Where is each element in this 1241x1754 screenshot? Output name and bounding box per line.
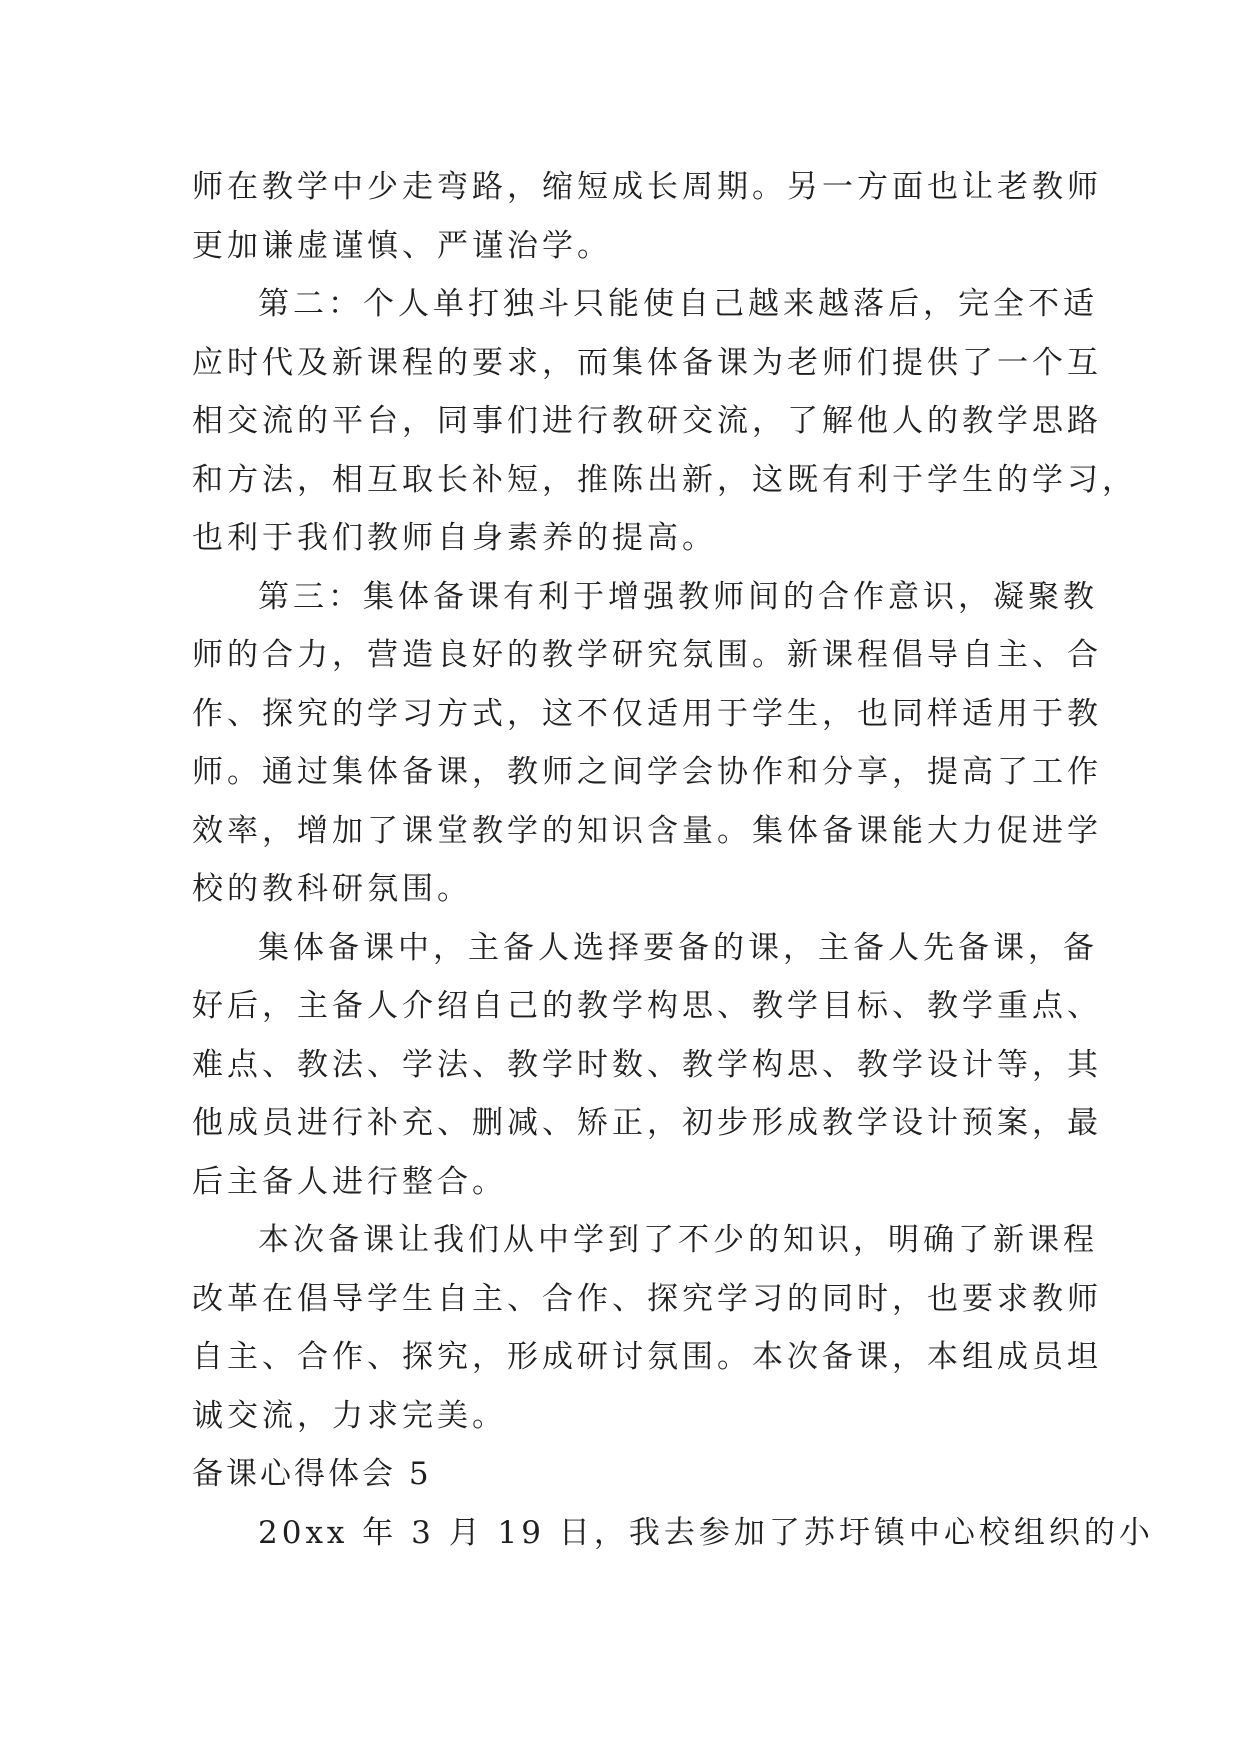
paragraph-start-line: 集体备课中，主备人选择要备的课，主备人先备课，备 xyxy=(258,929,1098,966)
text-line: 自主、合作、探究，形成研讨氛围。本次备课，本组成员坦 xyxy=(192,1339,1102,1375)
text-line: 校的教科研氛围。 xyxy=(192,871,472,907)
section-heading: 备课心得体会 5 xyxy=(192,1456,432,1492)
text-line: 后主备人进行整合。 xyxy=(192,1163,507,1200)
text-line: 难点、教法、学法、教学时数、教学构思、教学设计等，其 xyxy=(192,1046,1102,1083)
paragraph-start-line: 本次备课让我们从中学到了不少的知识，明确了新课程 xyxy=(258,1222,1098,1258)
text-line: 更加谦虚谨慎、严谨治学。 xyxy=(192,227,612,264)
text-line: 也利于我们教师自身素养的提高。 xyxy=(192,520,717,556)
text-line: 改革在倡导学生自主、合作、探究学习的同时，也要求教师 xyxy=(192,1280,1102,1317)
text-line: 应时代及新课程的要求，而集体备课为老师们提供了一个互 xyxy=(192,344,1102,381)
paragraph-start-line: 第二：个人单打独斗只能使自己越来越落后，完全不适 xyxy=(258,286,1098,322)
text-line: 诚交流，力求完美。 xyxy=(192,1397,507,1434)
text-line: 师的合力，营造良好的教学研究氛围。新课程倡导自主、合 xyxy=(192,637,1102,673)
text-line: 作、探究的学习方式，这不仅适用于学生，也同样适用于教 xyxy=(192,695,1102,732)
paragraph-start-line: 第三：集体备课有利于增强教师间的合作意识，凝聚教 xyxy=(258,578,1098,615)
paragraph-start-line: 20xx 年 3 月 19 日，我去参加了苏圩镇中心校组织的小 xyxy=(258,1514,1154,1551)
text-line: 效率，增加了课堂教学的知识含量。集体备课能大力促进学 xyxy=(192,812,1102,849)
document-body xyxy=(192,158,1154,1562)
text-line: 和方法，相互取长补短，推陈出新，这既有利于学生的学习， xyxy=(192,461,1137,498)
text-line: 师。通过集体备课，教师之间学会协作和分享，提高了工作 xyxy=(192,754,1102,790)
text-line: 他成员进行补充、删减、矫正，初步形成教学设计预案，最 xyxy=(192,1105,1102,1141)
text-line: 师在教学中少走弯路，缩短成长周期。另一方面也让老教师 xyxy=(192,169,1102,205)
text-line: 相交流的平台，同事们进行教研交流，了解他人的教学思路 xyxy=(192,403,1102,439)
text-line: 好后，主备人介绍自己的教学构思、教学目标、教学重点、 xyxy=(192,988,1102,1024)
